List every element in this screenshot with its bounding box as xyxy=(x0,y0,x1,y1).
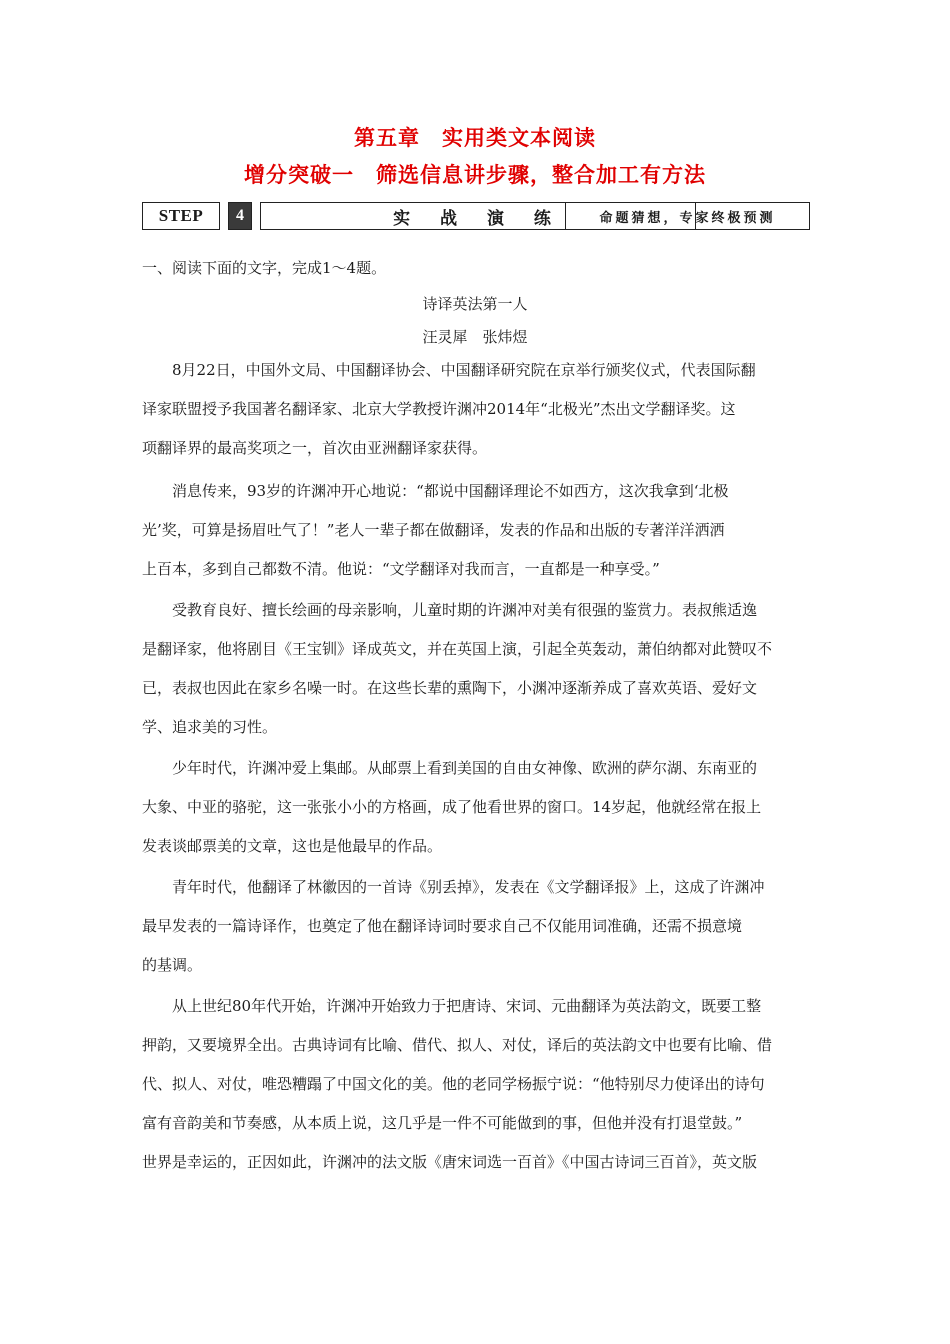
paragraph-line: 少年时代，许渊冲爱上集邮。从邮票上看到美国的自由女神像、欧洲的萨尔湖、东南亚的 xyxy=(142,759,758,777)
paragraph-line: 代、拟人、对仗，唯恐糟蹋了中国文化的美。他的老同学杨振宁说：“他特别尽力使译出的诗句 xyxy=(142,1075,765,1093)
paragraph-line: 押韵，又要境界全出。古典诗词有比喻、借代、拟人、对仗，译后的英法韵文中也要有比喻、借 xyxy=(142,1036,773,1054)
paragraph-line: 大象、中亚的骆驼，这一张张小小的方格画，成了他看世界的窗口。14岁起，他就经常在报上 xyxy=(142,798,762,816)
chapter-title: 第五章 实用类文本阅读 xyxy=(354,126,596,150)
paragraph-line: 光’奖，可算是扬眉吐气了！”老人一辈子都在做翻译，发表的作品和出版的专著洋洋洒洒 xyxy=(142,521,725,539)
article-authors: 汪灵犀 张炜煜 xyxy=(422,328,528,346)
step-banner xyxy=(142,202,810,232)
paragraph-line: 消息传来，93岁的许渊冲开心地说：“都说中国翻译理论不如西方，这次我拿到‘北极 xyxy=(142,482,729,500)
paragraph-line: 学、追求美的习性。 xyxy=(142,718,278,736)
paragraph-line: 受教育良好、擅长绘画的母亲影响，儿童时期的许渊冲对美有很强的鉴赏力。表叔熊适逸 xyxy=(142,601,758,619)
paragraph-line: 的基调。 xyxy=(142,956,203,974)
step-number: 4 xyxy=(228,202,252,230)
paragraph-line: 最早发表的一篇诗译作，也奠定了他在翻译诗词时要求自己不仅能用词准确，还需不损意境 xyxy=(142,917,743,935)
paragraph-line: 是翻译家，他将剧目《王宝钏》译成英文，并在英国上演，引起全英轰动，萧伯纳都对此赞叹不 xyxy=(142,640,773,658)
step-section-label: 实 战 演 练 xyxy=(260,202,696,230)
paragraph-line: 项翻译界的最高奖项之一，首次由亚洲翻译家获得。 xyxy=(142,439,488,457)
paragraph-line: 世界是幸运的，正因如此，许渊冲的法文版《唐宋词选一百首》《中国古诗词三百首》，英文版 xyxy=(142,1153,758,1171)
paragraph-line: 发表谈邮票美的文章，这也是他最早的作品。 xyxy=(142,837,443,855)
article-title: 诗译英法第一人 xyxy=(422,295,528,313)
paragraph-line: 上百本，多到自己都数不清。他说：“文学翻译对我而言，一直都是一种享受。” xyxy=(142,560,660,578)
step-tagline: 命题猜想，专家终极预测 xyxy=(565,202,810,230)
question-instruction: 一、阅读下面的文字，完成1～4题。 xyxy=(142,259,387,277)
paragraph-line: 译家联盟授予我国著名翻译家、北京大学教授许渊冲2014年“北极光”杰出文学翻译奖。这 xyxy=(142,400,736,418)
step-label: STEP xyxy=(142,202,220,230)
paragraph-line: 青年时代，他翻译了林徽因的一首诗《别丢掉》，发表在《文学翻译报》上，这成了许渊冲 xyxy=(142,878,765,896)
paragraph-line: 从上世纪80年代开始，许渊冲开始致力于把唐诗、宋词、元曲翻译为英法韵文，既要工整 xyxy=(142,997,762,1015)
paragraph-line: 富有音韵美和节奏感，从本质上说，这几乎是一件不可能做到的事，但他并没有打退堂鼓。” xyxy=(142,1114,743,1132)
section-title: 增分突破一 筛选信息讲步骤，整合加工有方法 xyxy=(244,163,706,187)
paragraph-line: 8月22日，中国外文局、中国翻译协会、中国翻译研究院在京举行颁奖仪式，代表国际翻 xyxy=(142,361,756,379)
paragraph-line: 已，表叔也因此在家乡名噪一时。在这些长辈的熏陶下，小渊冲逐渐养成了喜欢英语、爱好文 xyxy=(142,679,758,697)
